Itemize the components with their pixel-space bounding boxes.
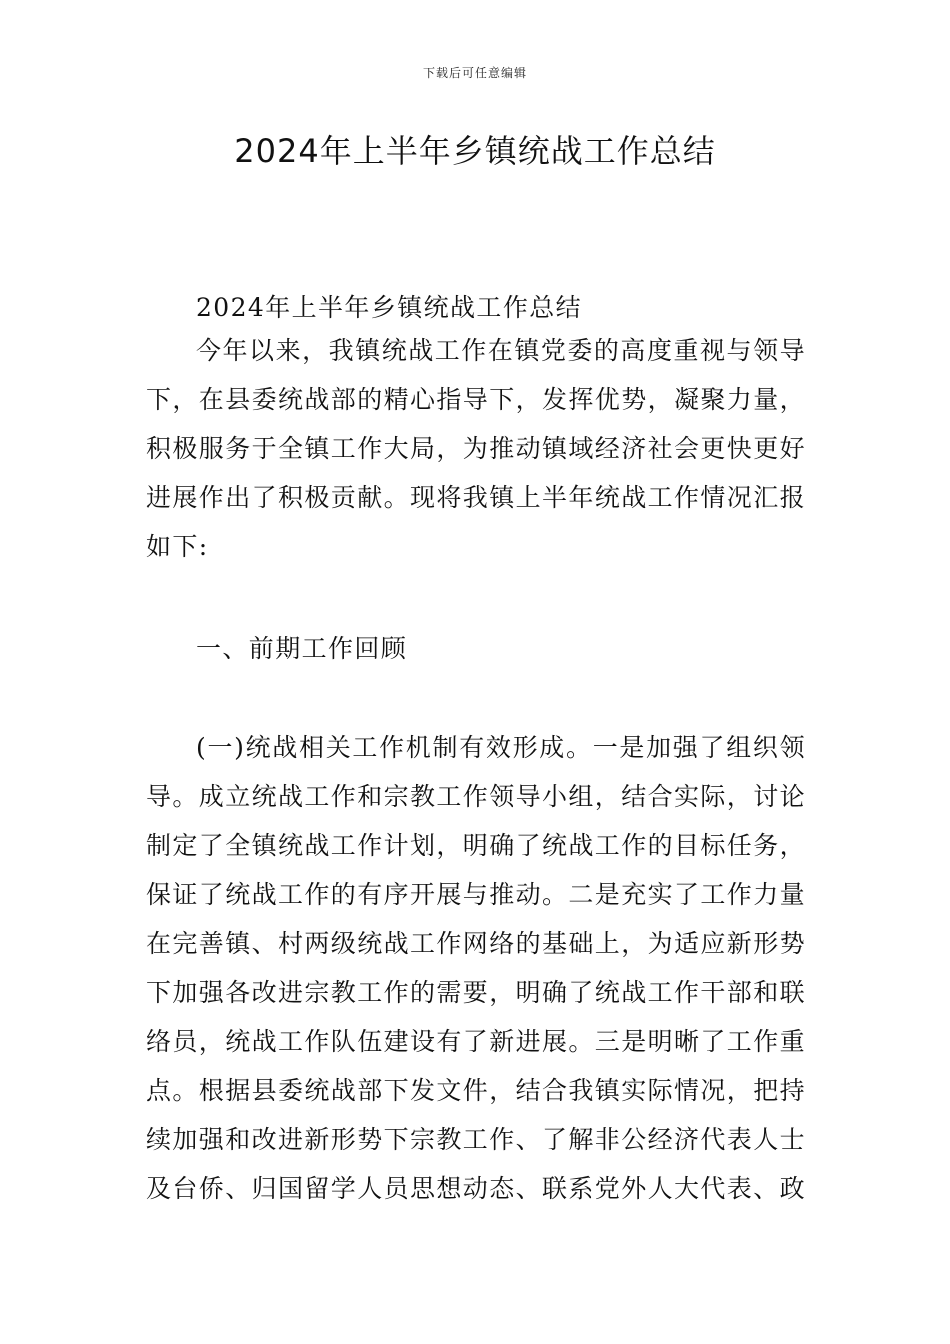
section-1-heading: 一、前期工作回顾 — [196, 634, 408, 663]
subtitle-block — [146, 283, 806, 332]
intro-paragraph: 今年以来，我镇统战工作在镇党委的高度重视与领导下，在县委统战部的精心指导下，发挥优势，凝聚力量，积极服务于全镇工作大局，为推动镇域经济社会更快更好进展作出了积极贡献。现将我镇上半年统战工作情况汇报如下: — [146, 336, 807, 561]
document-title: 2024年上半年乡镇统战工作总结 — [234, 132, 716, 170]
section-1-heading-block — [146, 624, 806, 673]
section-1-paragraph-block — [146, 723, 806, 1213]
intro-block — [146, 326, 806, 571]
subtitle-paragraph: 2024年上半年乡镇统战工作总结 — [196, 293, 583, 322]
header-note: 下载后可任意编辑 — [422, 66, 527, 80]
section-1-paragraph-1: (一)统战相关工作机制有效形成。一是加强了组织领导。成立统战工作和宗教工作领导小组，结合实际，讨论制定了全镇统战工作计划，明确了统战工作的目标任务，保证了统战工作的有序开展与推动。二是充实了工作力量在完善镇、村两级统战工作网络的基础上，为适应新形势下加强各改进宗教工作的需要，明确了统战工作干部和联络员，统战工作队伍建设有了新进展。三是明晰了工作重点。根据县委统战部下发文件，结合我镇实际情况，把持续加强和改进新形势下宗教工作、了解非公经济代表人士及台侨、归国留学人员思想动态、联系党外人大代表、政 — [146, 733, 807, 1203]
